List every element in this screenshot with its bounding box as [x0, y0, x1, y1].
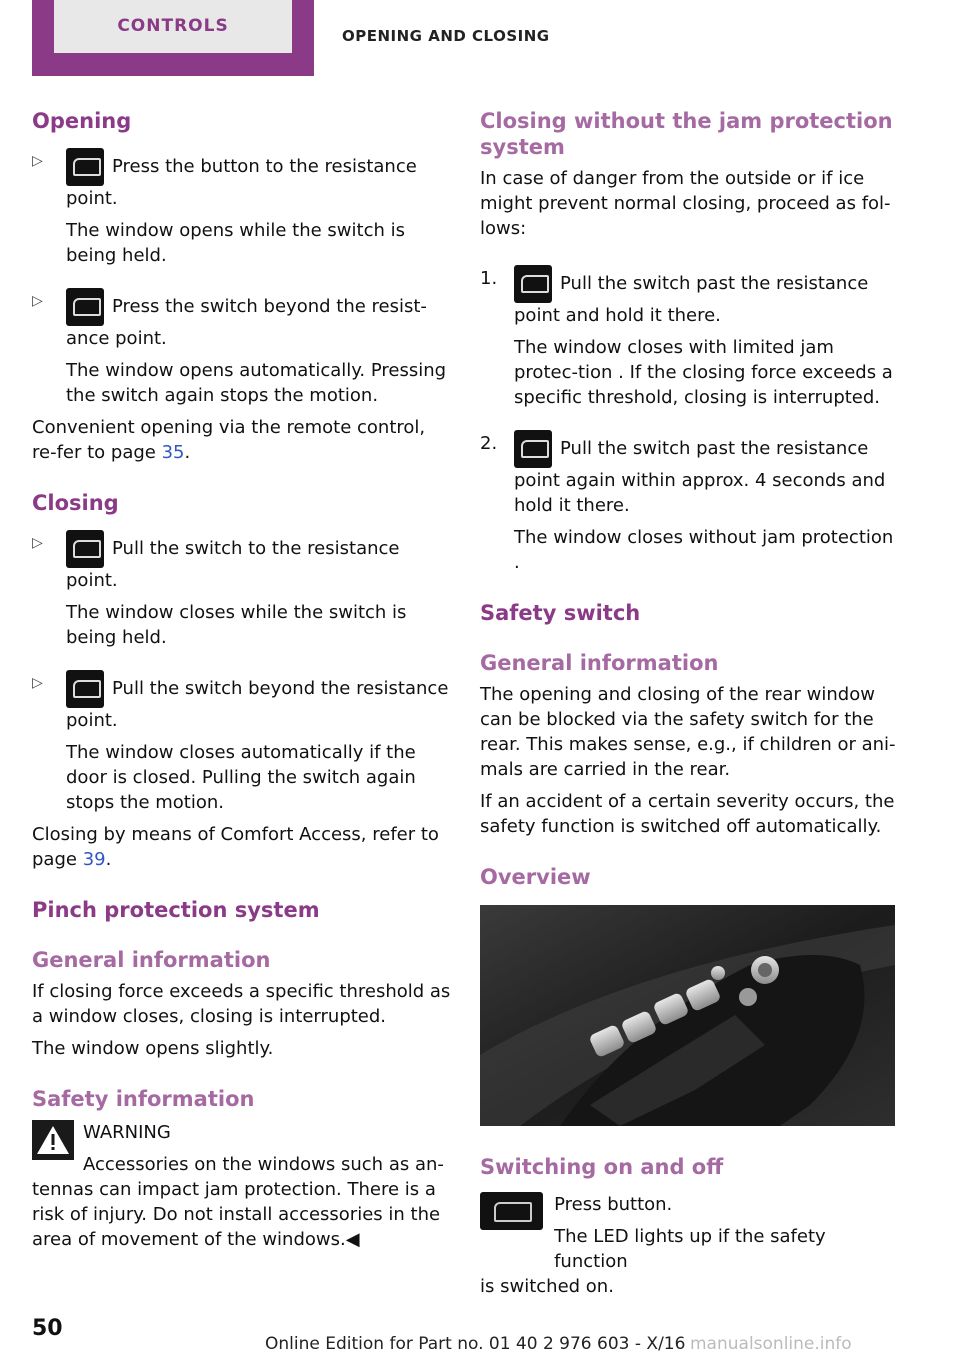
led-text: is switched on. [480, 1276, 614, 1297]
triangle-bullet-icon: ▷ [32, 535, 43, 551]
header-tab [32, 0, 314, 76]
warning-block [32, 1120, 452, 1177]
general-paragraph: If an accident of a certain severity occurs, the safety function is switched off automatically. [480, 791, 895, 837]
warning-text: Accessories on the windows such as an- [83, 1154, 444, 1175]
triangle-bullet-icon: ▷ [32, 675, 43, 691]
intro-paragraph: In case of danger from the outside or if ice might prevent normal closing, proceed as fol-lows: [480, 168, 891, 239]
led-text: The LED lights up if the safety function [554, 1226, 826, 1272]
list-item [32, 288, 452, 408]
bullet-note: The window opens while the switch is being held. [66, 220, 405, 266]
heading-pinch-protection: Pinch protection system [32, 898, 320, 922]
step-text: Pull the switch past the resistance point again within approx. 4 seconds and hold it there. [514, 438, 886, 516]
page-link[interactable]: 35 [161, 442, 185, 463]
comfort-access-text: Closing by means of Comfort Access, refer to page 39. [32, 824, 439, 870]
general-paragraph: If closing force exceeds a specific threshold as a window closes, closing is interrupted. [32, 981, 451, 1027]
bullet-text: Pull the switch beyond the resistance point. [66, 678, 449, 731]
step-note: The window closes with limited jam protec-tion . If the closing force exceeds a specific threshold, closing is interrupted. [514, 337, 893, 408]
page-number: 50 [32, 1316, 63, 1341]
header-section-title: OPENING AND CLOSING [342, 27, 550, 45]
heading-general-information: General information [32, 948, 271, 972]
list-item [32, 530, 452, 650]
heading-switching-on-off: Switching on and off [480, 1155, 724, 1179]
bullet-text: Press the switch beyond the resist-ance point. [66, 296, 427, 349]
list-item [480, 430, 900, 575]
page-link[interactable]: 39 [82, 849, 106, 870]
bullet-note: The window closes while the switch is being held. [66, 602, 407, 648]
bullet-note: The window closes automatically if the door is closed. Pulling the switch again stops the motion. [66, 742, 416, 813]
heading-closing-without-jam-protection: Closing without the jam protection system [480, 109, 893, 159]
window-switch-icon [66, 288, 104, 326]
bullet-text: Pull the switch to the resistance point. [66, 538, 400, 591]
heading-overview: Overview [480, 865, 591, 889]
list-item [32, 670, 452, 815]
heading-general-information: General information [480, 651, 719, 675]
bullet-note: The window opens automatically. Pressing the switch again stops the motion. [66, 360, 447, 406]
triangle-bullet-icon: ▷ [32, 293, 43, 309]
window-switch-panel-photo [480, 905, 895, 1126]
step-note: The window closes without jam protection . [514, 527, 894, 573]
general-paragraph: The opening and closing of the rear window can be blocked via the safety switch for the rear. This makes sense, e.g., if children or ani-mals are carried in the rear. [480, 684, 896, 780]
list-item [32, 148, 452, 268]
window-switch-icon [66, 670, 104, 708]
heading-safety-information: Safety information [32, 1087, 255, 1111]
step-number: 1. [480, 268, 498, 289]
right-column [480, 108, 900, 1299]
warning-text: tennas can impact jam protection. There is a risk of injury. Do not install accessories in the area of movement of the windows.◀ [32, 1179, 441, 1250]
window-switch-icon [514, 265, 552, 303]
bullet-text: Press the button to the resistance point. [66, 156, 417, 209]
heading-opening: Opening [32, 109, 132, 133]
warning-icon [32, 1120, 74, 1160]
window-switch-icon [66, 148, 104, 186]
step-text: Pull the switch past the resistance point and hold it there. [514, 273, 869, 326]
step-number: 2. [480, 433, 498, 454]
press-button-text: Press button. [554, 1194, 673, 1215]
window-switch-icon [66, 530, 104, 568]
warning-title: WARNING [83, 1122, 171, 1143]
footer-edition: Online Edition for Part no. 01 40 2 976 603 - X/16 [265, 1334, 686, 1354]
list-item [480, 265, 900, 410]
watermark: manualsonline.info [690, 1334, 852, 1354]
left-column [32, 108, 452, 1252]
window-switch-icon [514, 430, 552, 468]
remote-opening-text: Convenient opening via the remote control, re-fer to page 35. [32, 417, 426, 463]
general-paragraph: The window opens slightly. [32, 1038, 274, 1059]
header-tab-label: CONTROLS [54, 0, 292, 53]
heading-closing: Closing [32, 491, 119, 515]
safety-switch-block [480, 1192, 900, 1274]
safety-switch-icon [480, 1192, 543, 1230]
triangle-bullet-icon: ▷ [32, 153, 43, 169]
heading-safety-switch: Safety switch [480, 601, 641, 625]
